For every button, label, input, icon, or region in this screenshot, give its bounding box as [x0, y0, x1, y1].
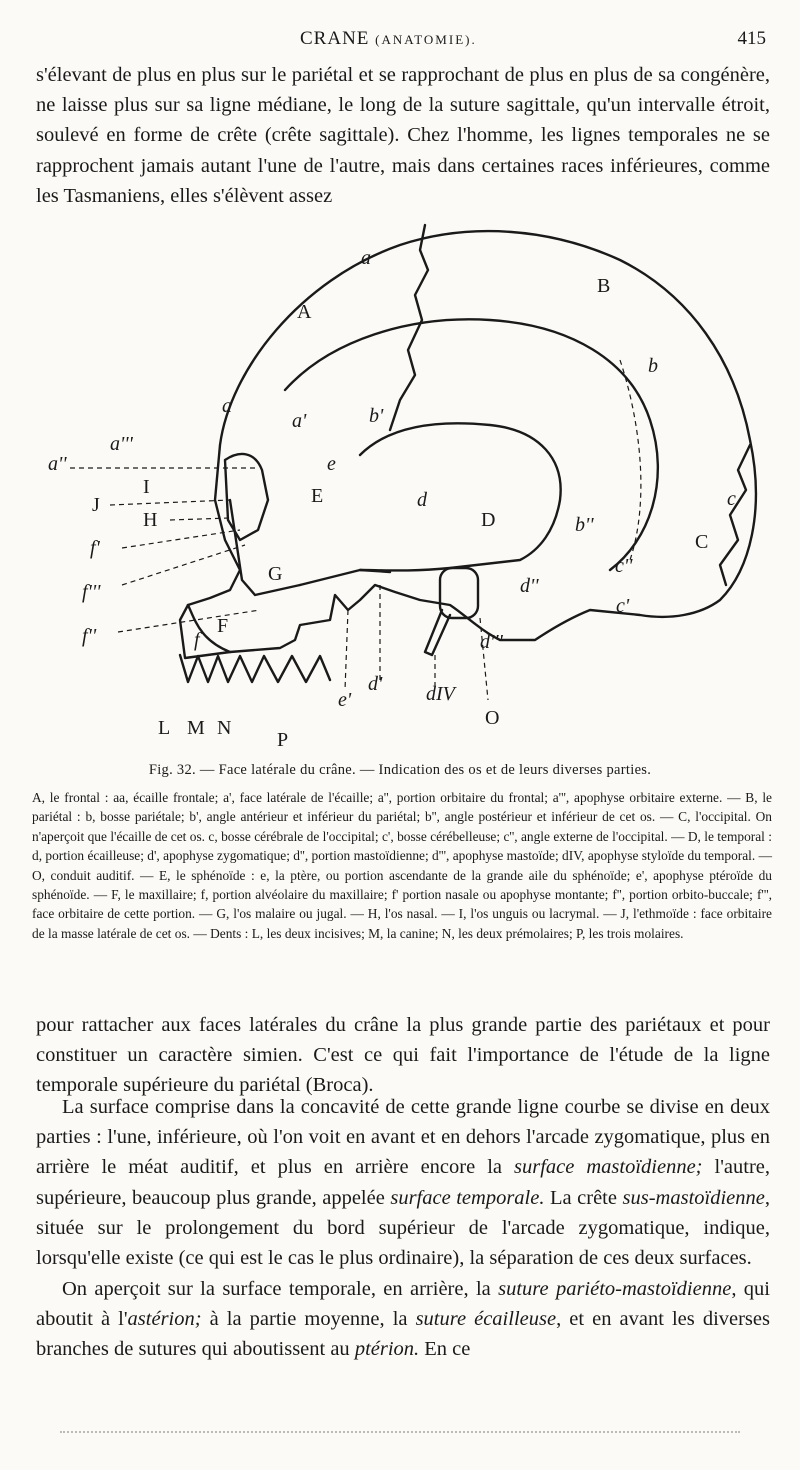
- label-a: a: [361, 247, 371, 269]
- text-run: On aperçoit sur la surface temporale, en arrière, la: [62, 1278, 499, 1300]
- text-run: à la partie moyenne, la: [201, 1308, 416, 1331]
- leader-f1: [122, 530, 240, 548]
- label-G: G: [268, 563, 283, 585]
- temporal-squama: [360, 423, 561, 570]
- text-run: , située sur le prolongement du bord supérieur de l'arcade zygomatique, indique, lorsqu'elle existe (ce qui est le cas le plus ordinaire), la séparation de ces deux surfaces.: [36, 1186, 770, 1270]
- label-L: L: [158, 717, 171, 739]
- parietal-temporal-dashed: [620, 360, 641, 560]
- italic-term: suture pariéto-mastoïdienne: [498, 1278, 732, 1300]
- paragraph-3: [36, 1092, 770, 1273]
- italic-term: astérion;: [127, 1308, 202, 1331]
- leader-j: [110, 500, 230, 505]
- label-I: I: [143, 476, 150, 498]
- label-f1: f': [90, 537, 100, 559]
- italic-term: surface mastoïdienne;: [514, 1156, 703, 1179]
- maxilla: [188, 500, 300, 652]
- running-header: [0, 28, 800, 58]
- dentition: [180, 655, 330, 682]
- label-f3: f''': [82, 581, 101, 603]
- text-run: l'autre, supérieure, beaucoup plus grande, appelée: [36, 1156, 771, 1209]
- running-title-sub: (ANATOMIE).: [375, 32, 477, 47]
- label-b: b: [648, 355, 658, 377]
- italic-term: ptérion.: [354, 1338, 420, 1361]
- label-P: P: [277, 729, 289, 751]
- italic-term: sus-mastoïdienne: [622, 1186, 765, 1209]
- italic-term: surface temporale.: [390, 1186, 545, 1209]
- label-C: C: [695, 531, 709, 553]
- label-H: H: [143, 509, 158, 531]
- page-number: 415: [737, 28, 766, 49]
- label-F: F: [217, 615, 229, 637]
- text-run: , qui aboutit à l': [36, 1278, 771, 1331]
- skull-lateral-view-drawing: [30, 200, 790, 760]
- lambdoid-suture: [720, 445, 750, 585]
- figure-caption: Fig. 32. — Face latérale du crâne. — Indication des os et de leurs diverses parties.: [148, 762, 652, 778]
- paragraph-2: pour rattacher aux faces latérales du crâne la plus grande partie des pariétaux et pour constituer un caractère simien. C'est ce qui fait l'importance de l'étude de la ligne temporale supérieure du pariétal (Broca).: [36, 1014, 770, 1097]
- text-run: La surface comprise dans la concavité de cette grande ligne courbe se divise en deux parties : l'une, inférieure, où l'on voit en avant et en dehors l'arcade zygomatique, plus en arrière le méat auditif, et plus en arrière encore la: [36, 1096, 770, 1179]
- label-B: B: [597, 275, 611, 297]
- zygomatic-arch: [300, 570, 390, 585]
- running-title-main: CRANE: [300, 28, 370, 49]
- label-b2: b'': [575, 514, 594, 536]
- skull-outline: [180, 231, 756, 658]
- label-e: e: [327, 453, 336, 475]
- label-a-alt: a: [222, 395, 232, 417]
- skull-figure: [30, 200, 790, 760]
- label-N: N: [217, 717, 232, 739]
- label-M: M: [187, 717, 205, 739]
- text-run: La crête: [544, 1186, 623, 1209]
- running-title: [300, 28, 477, 50]
- label-e1: e': [338, 689, 352, 711]
- parietal-boundary: [285, 319, 658, 570]
- label-d2: d'': [520, 575, 539, 597]
- label-d: d: [417, 489, 427, 511]
- label-D: D: [481, 509, 496, 531]
- label-f: f: [194, 629, 200, 651]
- label-c2: c'': [615, 555, 633, 577]
- label-d4: dIV: [426, 683, 455, 705]
- orbit-outline: [225, 454, 268, 540]
- bottom-rule: [60, 1431, 740, 1433]
- leader-e1: [345, 610, 348, 690]
- paragraph-4: [36, 1274, 770, 1365]
- text-run: En ce: [419, 1338, 471, 1361]
- label-a2: a'': [48, 453, 67, 475]
- label-J: J: [92, 494, 100, 516]
- label-d1: d': [368, 673, 383, 695]
- label-a1: a': [292, 410, 307, 432]
- label-c: c: [727, 488, 736, 510]
- label-c1: c': [616, 595, 630, 617]
- italic-term: suture écailleuse: [415, 1308, 557, 1331]
- label-b1: b': [369, 405, 384, 427]
- label-a3: a''': [110, 433, 133, 455]
- label-O: O: [485, 707, 500, 729]
- figure-legend: A, le frontal : aa, écaille frontale; a', face latérale de l'écaille; a'', portion orbitaire du frontal; a''', apophyse orbitaire externe. — B, le pariétal : b, bosse pariétale; b', angle antérieur et inférieur du pariétal; b'', angle postérieur et inférieur de cet os. — C, l'occipital. On n'aperçoit que l'écaille de cet os. c, bosse cérébrale de l'occipital; c', bosse cérébelleuse; c'', angle externe de l'occipital. — D, le temporal : d, portion écailleuse; d', apophyse zygomatique; d'', portion mastoïdienne; d''', apophyse mastoïde; dIV, apophyse styloïde du temporal. — O, conduit auditif. — E, le sphénoïde : e, la ptère, ou portion ascendante de la grande aile du sphénoïde; e', apophyse ptéroïde du sphénoïde. — F, le maxillaire; f, portion alvéolaire du maxillaire; f' portion nasale ou apophyse montante; f'', portion orbito-buccale; f''', face orbitaire de cette portion. — G, l'os malaire ou jugal. — H, l'os nasal. — I, l'os unguis ou lacrymal. — J, l'ethmoïde : face orbitaire de la masse latérale de cet os. — Dents : L, les deux incisives; M, la canine; N, les deux prémolaires; P, les trois molaires.: [32, 790, 772, 941]
- label-f2: f'': [82, 625, 97, 647]
- label-d3: d''': [480, 631, 503, 653]
- leader-f2: [118, 610, 260, 632]
- leader-f3: [122, 545, 245, 585]
- label-E: E: [311, 485, 324, 507]
- text-run: , et en avant les diverses branches de sutures qui aboutissent au: [36, 1308, 770, 1361]
- label-A: A: [297, 301, 312, 323]
- paragraph-1: s'élevant de plus en plus sur le pariétal et se rapprochant de plus en plus de sa congénère, ne laisse plus sur sa ligne médiane, le long de la suture sagittale, qu'un intervalle étroit, soulevé en forme de crête (crête sagittale). Chez l'homme, les lignes temporales ne se rapprochent jamais autant l'une de l'autre, mais dans certaines races inférieures, comme les Tasmaniens, elles s'élèvent assez: [36, 64, 770, 207]
